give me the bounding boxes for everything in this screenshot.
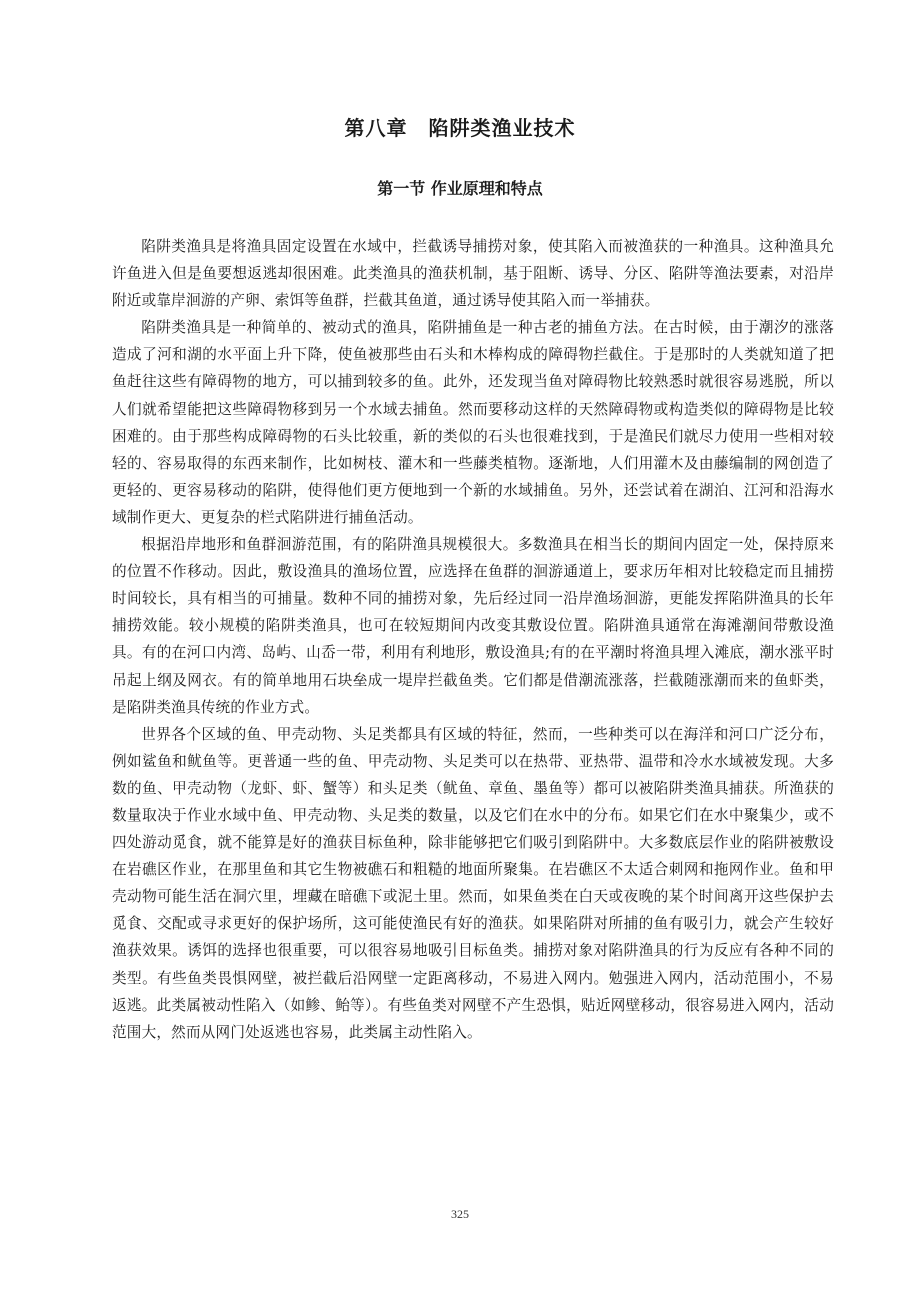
section-title: 第一节 作业原理和特点 xyxy=(377,179,543,198)
paragraph: 世界各个区域的鱼、甲壳动物、头足类都具有区域的特征，然而，一些种类可以在海洋和河口广泛分布，例如鲨鱼和鱿鱼等。更普通一些的鱼、甲壳动物、头足类可以在热带、亚热带、温带和冷水水域被发现。大多数的鱼、甲壳动物（龙虾、虾、蟹等）和头足类（鱿鱼、章鱼、墨鱼等）都可以被陷阱类渔具捕获。所渔获的数量取决于作业水域中鱼、甲壳动物、头足类的数量，以及它们在水中的分布。如果它们在水中聚集少，或不四处游动觅食，就不能算是好的渔获目标鱼种，除非能够把它们吸引到陷阱中。大多数底层作业的陷阱被敷设在岩礁区作业，在那里鱼和其它生物被礁石和粗糙的地面所聚集。在岩礁区不太适合刺网和拖网作业。鱼和甲壳动物可能生活在洞穴里，埋藏在暗礁下或泥土里。然而，如果鱼类在白天或夜晚的某个时间离开这些保护去觅食、交配或寻求更好的保护场所，这可能使渔民有好的渔获。如果陷阱对所捕的鱼有吸引力，就会产生较好渔获效果。诱饵的选择也很重要，可以很容易地吸引目标鱼类。捕捞对象对陷阱渔具的行为反应有各种不同的类型。有些鱼类畏惧网壁，被拦截后沿网壁一定距离移动，不易进入网内。勉强进入网内，活动范围小，不易返逃。此类属被动性陷入（如鲹、鲐等）。有些鱼类对网壁不产生恐惧，贴近网壁移动，很容易进入网内，活动范围大，然而从网门处返逃也容易，此类属主动性陷入。 xyxy=(112,725,834,1041)
paragraph: 陷阱类渔具是一种简单的、被动式的渔具，陷阱捕鱼是一种古老的捕鱼方法。在古时候，由于潮汐的涨落造成了河和湖的水平面上升下降，使鱼被那些由石头和木棒构成的障碍物拦截住。于是那时的人类就知道了把鱼赶往这些有障碍物的地方，可以捕到较多的鱼。此外，还发现当鱼对障碍物比较熟悉时就很容易逃脱，所以人们就希望能把这些障碍物移到另一个水域去捕鱼。然而要移动这样的天然障碍物或构造类似的障碍物是比较困难的。由于那些构成障碍物的石头比较重，新的类似的石头也很难找到，于是渔民们就尽力使用一些相对较轻的、容易取得的东西来制作，比如树枝、灌木和一些藤类植物。逐渐地，人们用灌木及由藤编制的网创造了更轻的、更容易移动的陷阱，使得他们更方便地到一个新的水域捕鱼。另外，还尝试着在湖泊、江河和沿海水域制作更大、更复杂的栏式陷阱进行捕鱼活动。 xyxy=(112,319,834,526)
body-text xyxy=(112,233,834,1046)
paragraph: 陷阱类渔具是将渔具固定设置在水域中，拦截诱导捕捞对象，使其陷入而被渔获的一种渔具。这种渔具允许鱼进入但是鱼要想返逃却很困难。此类渔具的渔获机制，基于阻断、诱导、分区、陷阱等渔法要素，对沿岸附近或靠岸洄游的产卵、索饵等鱼群，拦截其鱼道，通过诱导使其陷入而一举捕获。 xyxy=(112,238,834,310)
paragraph: 根据沿岸地形和鱼群洄游范围，有的陷阱渔具规模很大。多数渔具在相当长的期间内固定一处，保持原来的位置不作移动。因此，敷设渔具的渔场位置，应选择在鱼群的洄游通道上，要求历年相对比较稳定而且捕捞时间较长，具有相当的可捕量。数种不同的捕捞对象，先后经过同一沿岸渔场洄游，更能发挥陷阱渔具的长年捕捞效能。较小规模的陷阱类渔具，也可在较短期间内改变其敷设位置。陷阱渔具通常在海滩潮间带敷设渔具。有的在河口内湾、岛屿、山岙一带，利用有利地形，敷设渔具;有的在平潮时将渔具埋入滩底，潮水涨平时吊起上纲及网衣。有的简单地用石块垒成一堤岸拦截鱼类。它们都是借潮流涨落，拦截随涨潮而来的鱼虾类，是陷阱类渔具传统的作业方式。 xyxy=(112,536,834,716)
chapter-title: 第八章 陷阱类渔业技术 xyxy=(344,116,576,140)
page-number: 325 xyxy=(451,1207,469,1221)
